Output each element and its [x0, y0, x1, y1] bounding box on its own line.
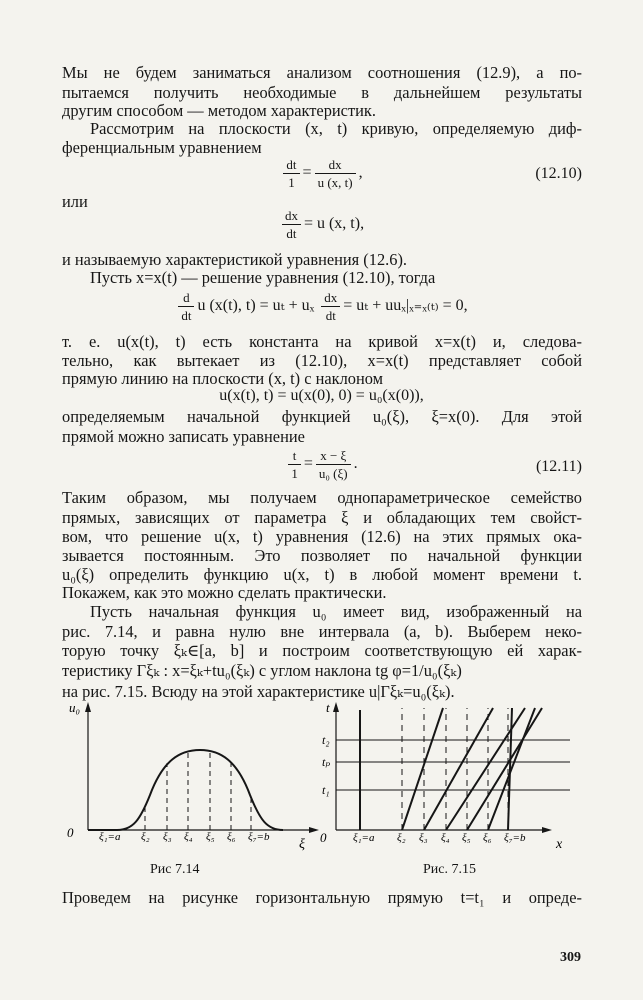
text-line: ференциальным уравнением	[62, 138, 262, 157]
tick-label: ξ₆	[483, 832, 492, 844]
tick-label: ξ₇=b	[504, 832, 526, 844]
tick-labels	[353, 832, 526, 844]
y-axis-label: t	[326, 700, 330, 715]
text-line: на рис. 7.15. Всюду на этой характеристике u|Γξₖ=u₀(ξₖ).	[62, 682, 455, 701]
tick-label: ξ₃	[419, 832, 428, 844]
t-label: tₚ	[322, 755, 331, 769]
equation-constant: u(x(t), t) = u(x(0), 0) = u₀(x(0)),	[219, 387, 424, 404]
text-line: пытаемся получить необходимые в дальнейшем результаты	[62, 83, 582, 102]
origin-label: 0	[320, 830, 327, 845]
x-axis-label: x	[556, 837, 563, 852]
text-line: и называемую характеристикой уравнения (12.6).	[62, 250, 407, 269]
tick-labels	[99, 831, 270, 843]
text-line: Рассмотрим на плоскости (x, t) кривую, определяемую диф-	[90, 119, 582, 138]
x-axis-label: ξ	[299, 837, 305, 852]
text-line: зывается постоянным. Это позволяет по начальной функции	[62, 546, 582, 565]
text-line: прямую линию на плоскости (x, t) с наклоном	[62, 369, 384, 388]
t-label: t₁	[322, 783, 330, 797]
equation-12-11: $\frac{t}{1}$ = $\frac{x - \xi}{\text{u₀ (ξ)}}$ .	[0, 448, 643, 481]
y-axis-label: u₀	[69, 700, 81, 715]
text-line: рис. 7.14, и равна нулю вне интервала (a, b). Выберем неко-	[62, 622, 582, 641]
tick-label: ξ₅	[462, 832, 471, 844]
text-line: Мы не будем заниматься анализом соотношения (12.9), а по-	[62, 63, 582, 82]
tick-label: ξ₄	[184, 831, 193, 843]
tick-label: ξ₄	[441, 832, 450, 844]
equation-characteristic: $\frac{dx}{dt}$ = u (x, t),	[0, 208, 643, 241]
text-line: Пусть x=x(t) — решение уравнения (12.10), тогда	[90, 268, 436, 287]
equation-number: (12.10)	[535, 165, 582, 182]
text-line: прямых, зависящих от параметра ξ и обладающих тем свойст-	[62, 508, 582, 527]
equation-derivative: $\frac{d}{dt}$ u (x(t), t) = uₜ + uₓ $\frac{dx}{dt}$ = uₜ + uuₓ|ₓ₌ₓ₍ₜ₎ = 0,	[0, 290, 643, 323]
text-line: т. е. u(x(t), t) есть константа на кривой x=x(t) и, следова-	[62, 332, 582, 351]
tick-label: ξ₃	[163, 831, 172, 843]
figure-7-14	[55, 700, 320, 860]
equation-12-10: $\frac{dt}{1}$ = $\frac{dx}{u (x, t)}$ ,	[0, 157, 643, 190]
tick-label: ξ₅	[206, 831, 215, 843]
text-line: Пусть начальная функция u₀ имеет вид, изображенный на	[90, 602, 582, 621]
origin-label: 0	[67, 825, 74, 840]
t-label: t₂	[322, 733, 330, 747]
text-line: u₀(ξ) определить функцию u(x, t) в любой момент времени t.	[62, 565, 582, 584]
tick-label: ξ₇=b	[248, 831, 270, 843]
tick-label: ξ₂	[141, 831, 150, 843]
text-line: прямой можно записать уравнение	[62, 427, 305, 446]
figure-7-15	[320, 700, 585, 860]
text-line: тельно, как вытекает из (12.10), x=x(t) представляет собой	[62, 351, 582, 370]
text-line: определяемым начальной функцией u₀(ξ), ξ=x(0). Для этой	[62, 407, 582, 426]
tick-label: ξ₁=a	[99, 831, 121, 843]
text-line: Таким образом, мы получаем однопараметрическое семейство	[62, 488, 582, 507]
tick-label: ξ₆	[227, 831, 236, 843]
tick-label: ξ₂	[397, 832, 406, 844]
tick-label: ξ₁=a	[353, 832, 375, 844]
text-line: вом, что решение u(x, t) уравнения (12.6) на этих прямых ока-	[62, 527, 582, 546]
text-line: теристику Γξₖ : x=ξₖ+tu₀(ξₖ) с углом наклона tg φ=1/u₀(ξₖ)	[62, 661, 462, 680]
figure-caption: Рис 7.14	[150, 862, 200, 877]
text-line: другим способом — методом характеристик.	[62, 101, 376, 120]
text-line: торую точку ξₖ∈[a, b] и построим соответствующую ей харак-	[62, 641, 582, 660]
figure-caption: Рис. 7.15	[423, 862, 476, 877]
equation-number: (12.11)	[535, 458, 582, 475]
text-line: или	[62, 192, 88, 211]
page-number: 309	[560, 950, 581, 965]
text-line: Проведем на рисунке горизонтальную прямую t=t₁ и опреде-	[62, 888, 582, 907]
text-line: Покажем, как это можно сделать практически.	[62, 583, 387, 602]
